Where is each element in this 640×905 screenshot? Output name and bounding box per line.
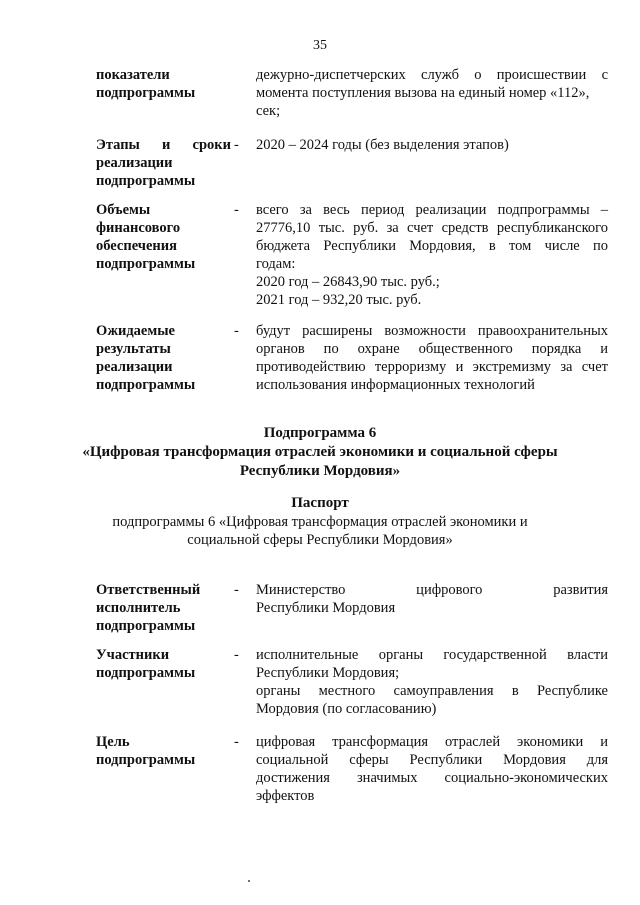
passport-title: Паспорт bbox=[291, 495, 349, 511]
row-dash: - bbox=[234, 323, 239, 339]
subprogram-name-line2: Республики Мордовия» bbox=[239, 463, 401, 479]
row-value: будут расширены возможности правоохранительных органов по охране общественного порядка и противодействию терроризму и экстремизму за счет использования информационных технологий bbox=[256, 323, 608, 393]
passport-subtitle-line1: подпрограммы 6 «Цифровая трансформация отраслей экономики и bbox=[112, 514, 528, 530]
row-value: цифровая трансформация отраслей экономики и социальной сферы Республики Мордовия для достижения значимых социально-экономических эффектов bbox=[256, 734, 608, 804]
row-label: Участники подпрограммы bbox=[96, 647, 196, 681]
row-dash: - bbox=[234, 647, 239, 663]
row-label: Ответственный исполнитель подпрограммы bbox=[96, 582, 201, 634]
row-value: Министерство цифрового развития Республики Мордовия bbox=[256, 582, 608, 616]
row-label: Этапы и сроки реализации подпрограммы bbox=[96, 137, 231, 189]
row-label: Объемы финансового обеспечения подпрограммы bbox=[96, 202, 196, 272]
row-dash: - bbox=[234, 137, 239, 153]
row-value: 2020 – 2024 годы (без выделения этапов) bbox=[256, 137, 509, 153]
row-value: всего за весь период реализации подпрограммы – 27776,10 тыс. руб. за счет средств республиканского бюджета Республики Мордовия, в том числе по годам: 2020 год – 26843,90 тыс. руб.; 2021 год – 932,20 тыс. руб. bbox=[256, 202, 608, 308]
row-label: Цель подпрограммы bbox=[96, 734, 196, 768]
page-number: 35 bbox=[313, 38, 327, 53]
passport-subtitle-line2: социальной сферы Республики Мордовия» bbox=[187, 532, 453, 548]
row-dash: - bbox=[234, 734, 239, 750]
row-label: показатели подпрограммы bbox=[96, 67, 196, 101]
row-dash: - bbox=[234, 582, 239, 598]
row-value: исполнительные органы государственной власти Республики Мордовия; органы местного самоуправления в Республике Мордовия (по согласованию) bbox=[256, 647, 608, 717]
row-label: Ожидаемые результаты реализации подпрограммы bbox=[96, 323, 196, 393]
row-dash: - bbox=[234, 202, 239, 218]
row-value: дежурно-диспетчерских служб о происшествии с момента поступления вызова на единый номер «112», сек; bbox=[256, 67, 608, 119]
subprogram-name-line1: «Цифровая трансформация отраслей экономики и социальной сферы bbox=[82, 444, 558, 460]
subprogram-title: Подпрограмма 6 bbox=[263, 425, 377, 441]
scan-speck bbox=[248, 880, 250, 882]
